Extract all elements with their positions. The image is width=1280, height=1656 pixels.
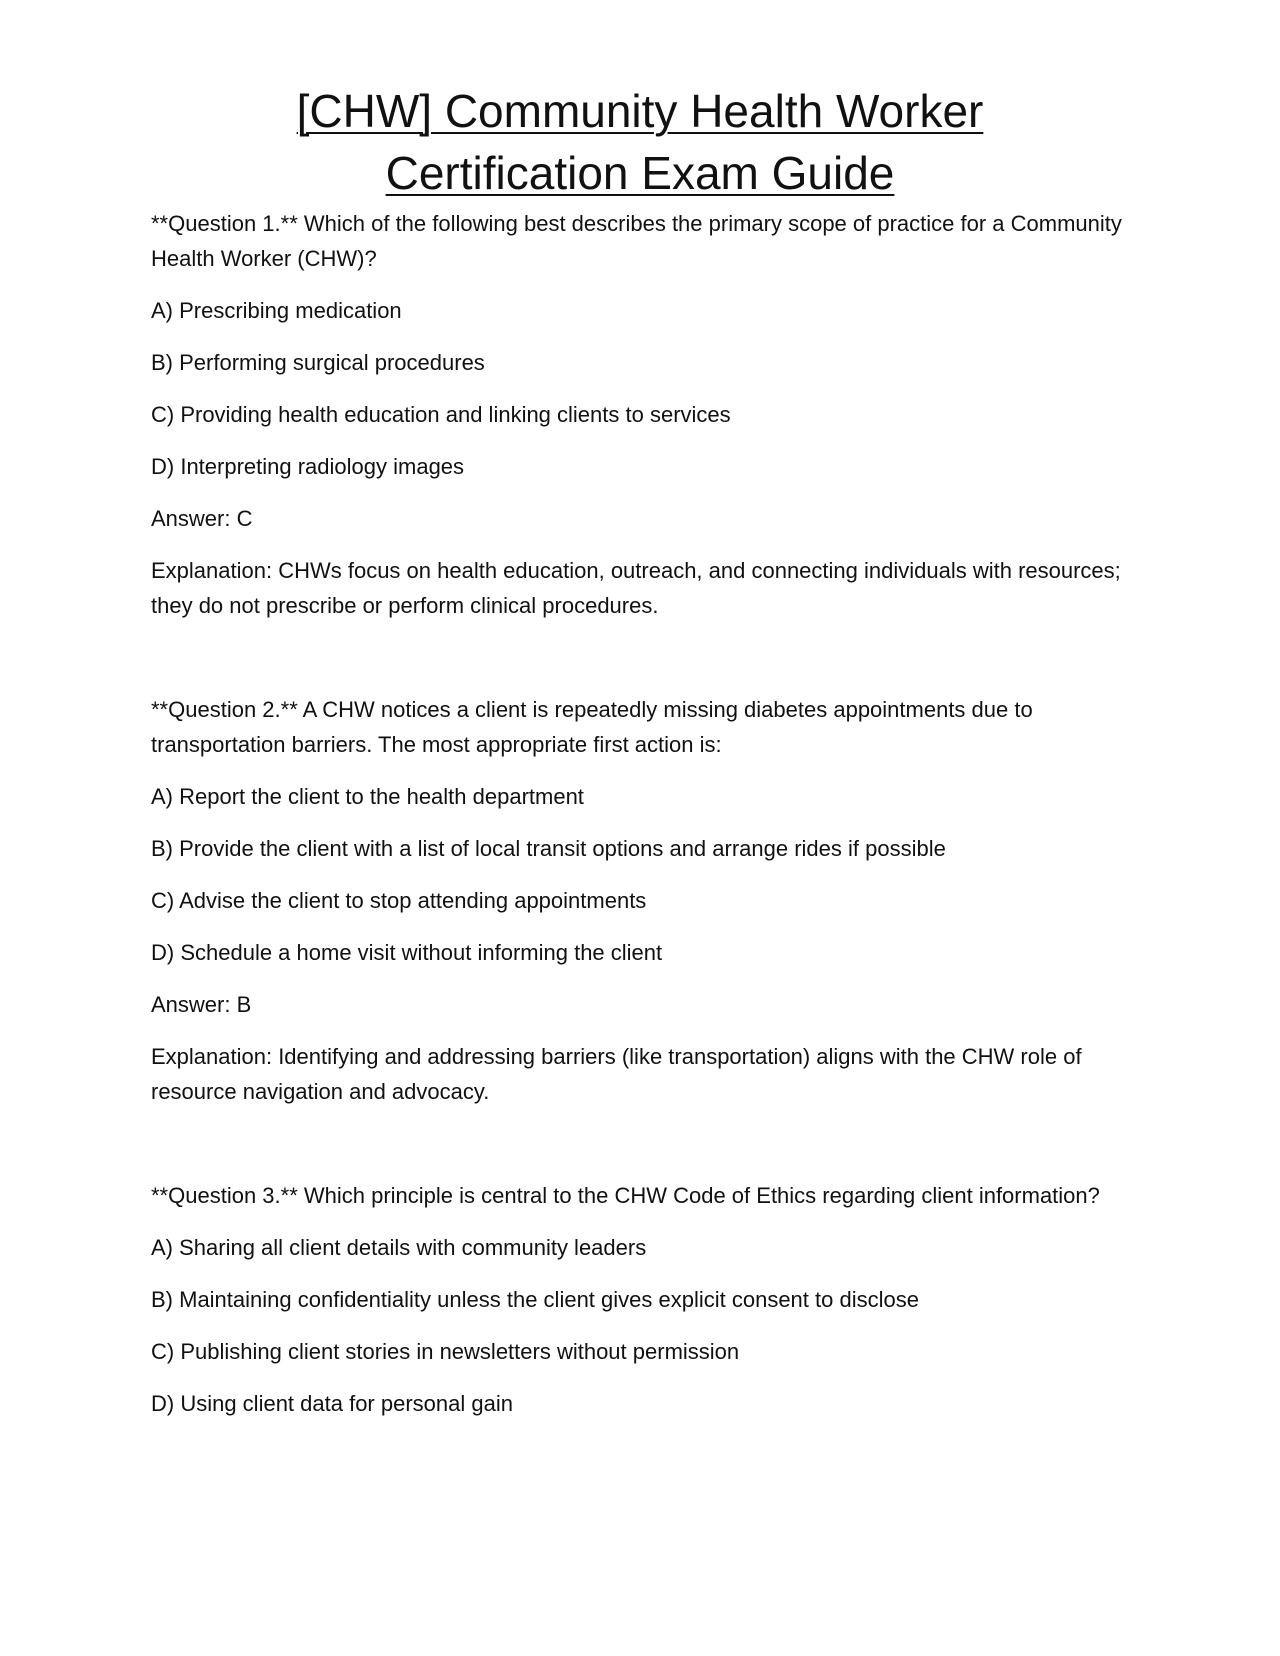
option-a: A) Prescribing medication [151,298,402,323]
question-text: **Question 1.** Which of the following best describes the primary scope of practice for a Community Health Worker (CHW)? [151,211,1122,271]
question-text: **Question 2.** A CHW notices a client is repeatedly missing diabetes appointments due to transportation barriers. The most appropriate first action is: [151,697,1033,757]
question-separator [151,1109,1141,1178]
title-line-1: [CHW] Community Health Worker [296,85,984,137]
option-c: C) Advise the client to stop attending appointments [151,888,647,913]
option-d: D) Schedule a home visit without informing the client [151,940,663,965]
option-d: D) Interpreting radiology images [151,454,465,479]
document-title [0,80,1280,204]
title-line-2: Certification Exam Guide [385,147,895,199]
question-text: **Question 3.** Which principle is central to the CHW Code of Ethics regarding client information? [151,1183,1100,1208]
option-b: B) Performing surgical procedures [151,350,485,375]
question-1 [151,206,1141,623]
option-b: B) Provide the client with a list of local transit options and arrange rides if possible [151,836,946,861]
option-a: A) Report the client to the health department [151,784,584,809]
question-2 [151,692,1141,1109]
answer: Answer: C [151,506,253,531]
explanation: Explanation: CHWs focus on health education, outreach, and connecting individuals with resources; they do not prescribe or perform clinical procedures. [151,558,1121,618]
option-a: A) Sharing all client details with community leaders [151,1235,647,1260]
question-separator [151,623,1141,692]
option-c: C) Providing health education and linking clients to services [151,402,731,427]
option-b: B) Maintaining confidentiality unless the client gives explicit consent to disclose [151,1287,919,1312]
option-d: D) Using client data for personal gain [151,1391,513,1416]
option-c: C) Publishing client stories in newsletters without permission [151,1339,740,1364]
question-3 [151,1178,1141,1421]
answer: Answer: B [151,992,252,1017]
question-list [151,206,1141,1438]
explanation: Explanation: Identifying and addressing barriers (like transportation) aligns with the CHW role of resource navigation and advocacy. [151,1044,1082,1104]
